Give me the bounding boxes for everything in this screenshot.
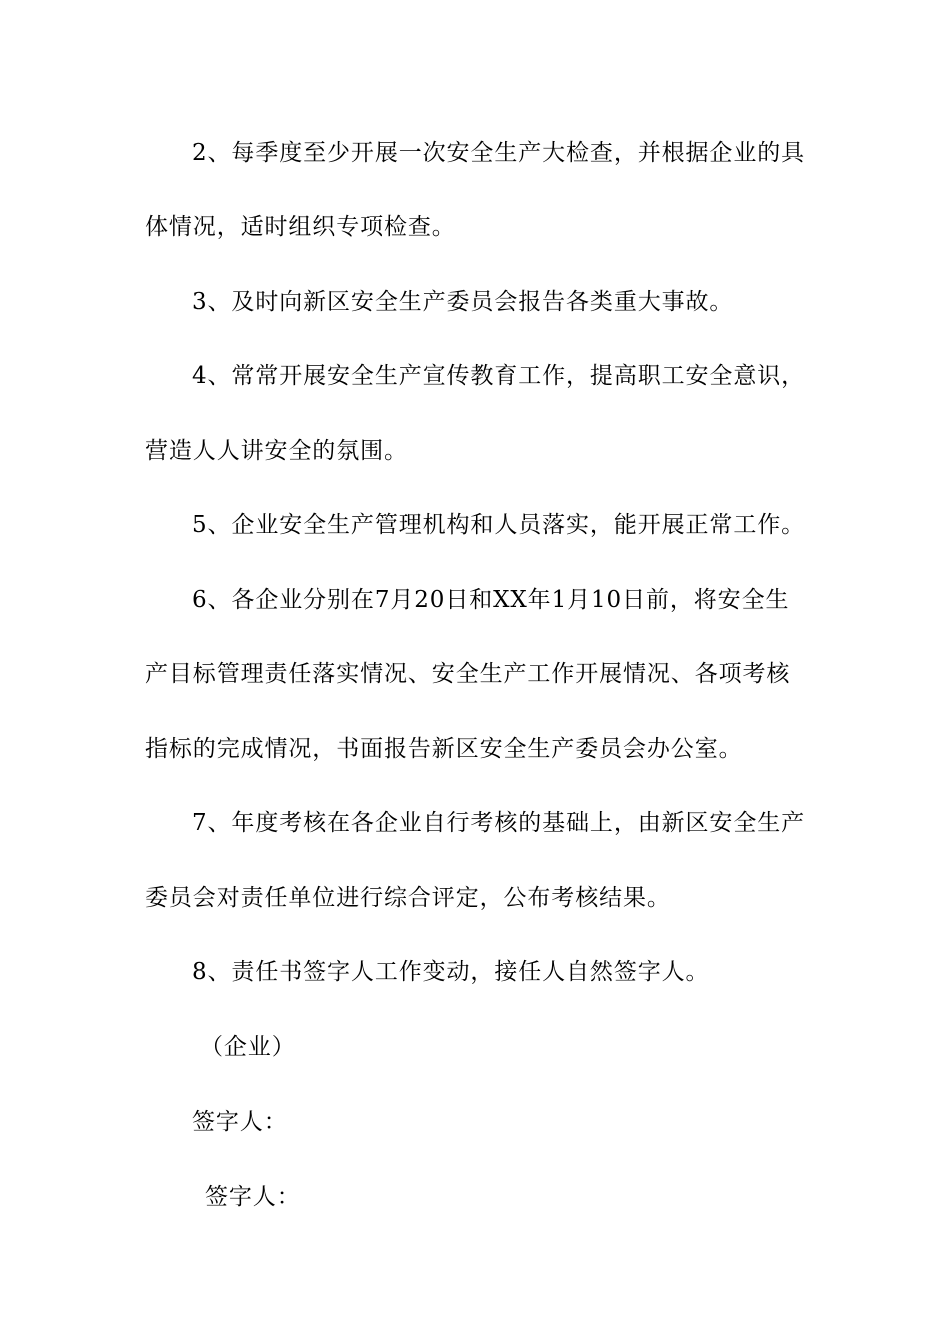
item-5-line-1: 5、企业安全生产管理机构和人员落实，能开展正常工作。: [192, 512, 806, 538]
item-2-line-2: 体情况，适时组织专项检查。: [145, 214, 456, 240]
item-8-line-1: 8、责任书签字人工作变动，接任人自然签字人。: [192, 959, 710, 985]
item-6-line-2: 产目标管理责任落实情况、安全生产工作开展情况、各项考核: [145, 661, 791, 687]
signatory-label-1: 签字人：: [192, 1109, 288, 1135]
item-3-line-1: 3、及时向新区安全生产委员会报告各类重大事故。: [192, 289, 734, 315]
item-4-line-2: 营造人人讲安全的氛围。: [145, 438, 408, 464]
item-6-line-3: 指标的完成情况，书面报告新区安全生产委员会办公室。: [145, 736, 743, 762]
signatory-label-2: 签字人：: [205, 1184, 301, 1210]
item-2-line-1: 2、每季度至少开展一次安全生产大检查，并根据企业的具: [192, 140, 806, 166]
item-6-line-1: 6、各企业分别在7月20日和XX年1月10日前，将安全生: [192, 587, 790, 613]
item-7-line-2: 委员会对责任单位进行综合评定，公布考核结果。: [145, 885, 671, 911]
enterprise-label: （企业）: [200, 1034, 296, 1060]
item-4-line-1: 4、常常开展安全生产宣传教育工作，提高职工安全意识，: [192, 363, 806, 389]
item-7-line-1: 7、年度考核在各企业自行考核的基础上，由新区安全生产: [192, 810, 806, 836]
